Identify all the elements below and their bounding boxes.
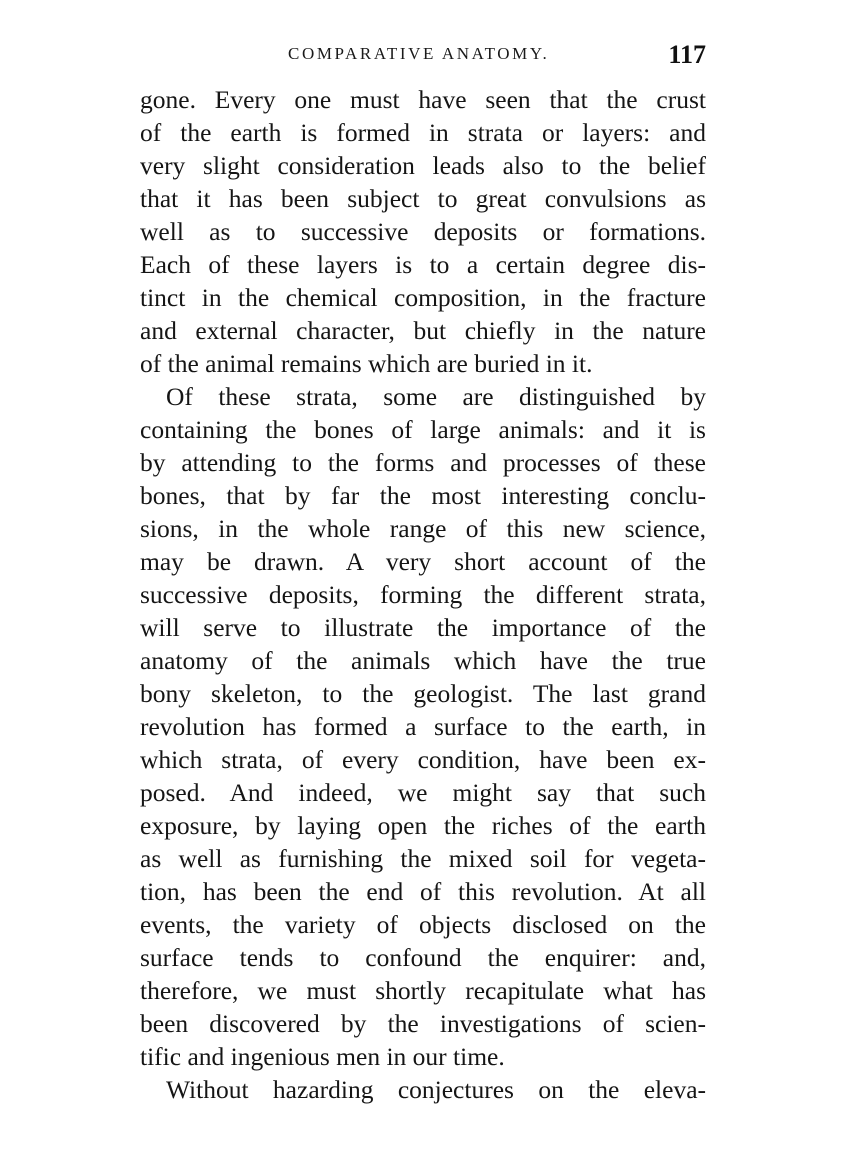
text-line: tific and ingenious men in our time.	[140, 1042, 505, 1071]
text-line: as well as furnishing the mixed soil for vegeta-	[140, 844, 706, 873]
text-line: Of these strata, some are distinguished by	[166, 382, 706, 411]
text-line: which strata, of every condition, have been ex-	[140, 745, 706, 774]
text-line: and external character, but chiefly in the nature	[140, 316, 706, 345]
text-line: containing the bones of large animals: and it is	[140, 415, 706, 444]
text-line: of the earth is formed in strata or layers: and	[140, 118, 706, 147]
text-line: gone. Every one must have seen that the crust	[140, 85, 706, 114]
text-line: bony skeleton, to the geologist. The last grand	[140, 679, 706, 708]
text-line: by attending to the forms and processes of these	[140, 448, 706, 477]
running-title: COMPARATIVE ANATOMY.	[288, 44, 550, 63]
text-line: exposure, by laying open the riches of the earth	[140, 811, 706, 840]
text-line: surface tends to confound the enquirer: and,	[140, 943, 706, 972]
running-head	[140, 40, 706, 74]
text-line: bones, that by far the most interesting conclu-	[140, 481, 706, 510]
text-line: of the animal remains which are buried in it.	[140, 349, 593, 378]
text-line: well as to successive deposits or formations.	[140, 217, 706, 246]
text-line: Without hazarding conjectures on the eleva-	[166, 1075, 706, 1104]
text-line: therefore, we must shortly recapitulate what has	[140, 976, 706, 1005]
body-text	[140, 83, 706, 1106]
text-line: anatomy of the animals which have the true	[140, 646, 706, 675]
text-line: sions, in the whole range of this new science,	[140, 514, 706, 543]
text-line: that it has been subject to great convulsions as	[140, 184, 706, 213]
text-line: Each of these layers is to a certain degree dis-	[140, 250, 706, 279]
text-line: posed. And indeed, we might say that such	[140, 778, 706, 807]
text-line: may be drawn. A very short account of the	[140, 547, 706, 576]
text-line: very slight consideration leads also to the belief	[140, 151, 706, 180]
text-line: events, the variety of objects disclosed on the	[140, 910, 706, 939]
text-line: tion, has been the end of this revolution. At all	[140, 877, 706, 906]
text-line: been discovered by the investigations of scien-	[140, 1009, 706, 1038]
text-line: revolution has formed a surface to the earth, in	[140, 712, 706, 741]
text-line: tinct in the chemical composition, in the fracture	[140, 283, 706, 312]
page-number: 117	[668, 40, 706, 69]
text-line: will serve to illustrate the importance of the	[140, 613, 706, 642]
text-line: successive deposits, forming the different strata,	[140, 580, 706, 609]
